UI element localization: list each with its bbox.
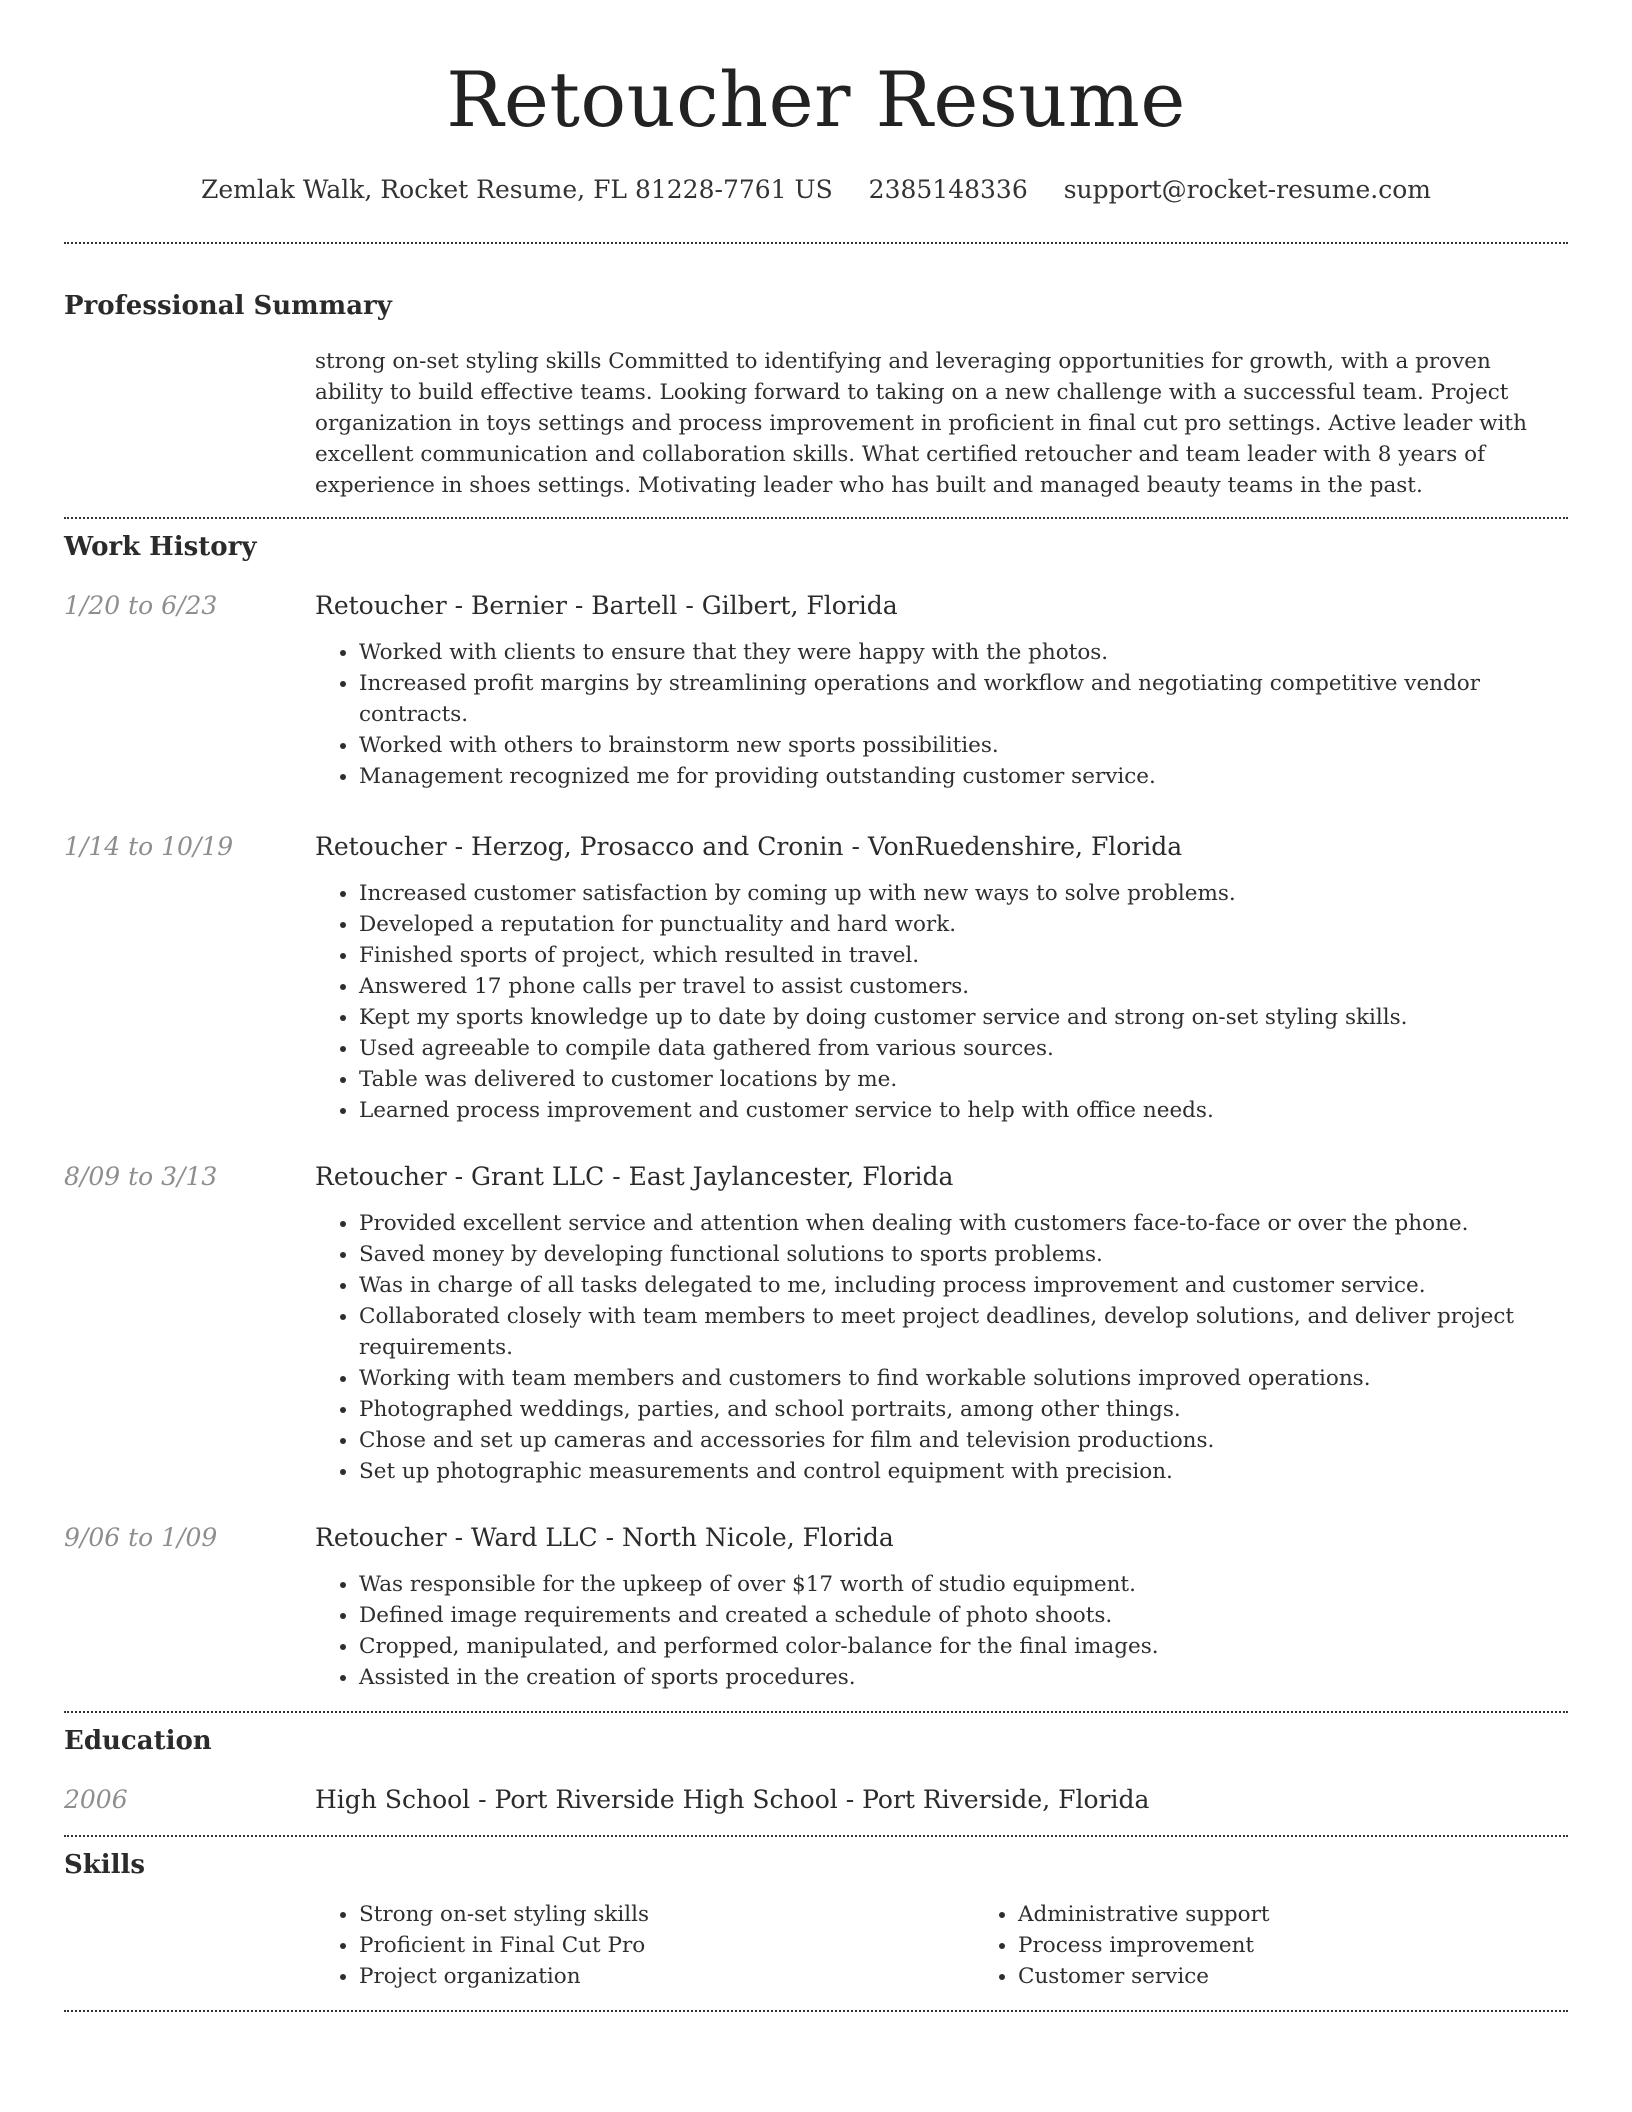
list-item: • Proficient in Final Cut Pro bbox=[359, 1930, 974, 1961]
list-item: • Finished sports of project, which resulted in travel. bbox=[359, 940, 1568, 971]
skills-column-1 bbox=[315, 1899, 974, 1992]
contact-email: support@rocket-resume.com bbox=[1063, 175, 1431, 204]
section-divider bbox=[64, 517, 1568, 519]
skills-list bbox=[315, 1899, 1632, 1992]
list-item: • Learned process improvement and customer service to help with office needs. bbox=[359, 1095, 1568, 1126]
list-item: • Process improvement bbox=[1018, 1930, 1632, 1961]
summary-section bbox=[64, 288, 1568, 517]
section-divider bbox=[64, 242, 1568, 244]
education-heading: Education bbox=[64, 1726, 212, 1756]
list-item: • Kept my sports knowledge up to date by doing customer service and strong on-set styling skills. bbox=[359, 1002, 1568, 1033]
job-entry bbox=[64, 830, 1568, 1126]
contact-line bbox=[64, 172, 1568, 208]
list-item: • Cropped, manipulated, and performed color-balance for the final images. bbox=[359, 1631, 1568, 1662]
job-dates: 9/06 to 1/09 bbox=[64, 1523, 218, 1552]
job-dates: 1/14 to 10/19 bbox=[64, 832, 234, 861]
list-item: • Defined image requirements and created a schedule of photo shoots. bbox=[359, 1600, 1568, 1631]
list-item: • Worked with clients to ensure that they were happy with the photos. bbox=[359, 637, 1568, 668]
list-item: • Administrative support bbox=[1018, 1899, 1632, 1930]
list-item: • Answered 17 phone calls per travel to assist customers. bbox=[359, 971, 1568, 1002]
job-bullets bbox=[315, 637, 1568, 792]
list-item: • Increased customer satisfaction by coming up with new ways to solve problems. bbox=[359, 878, 1568, 909]
section-divider bbox=[64, 2010, 1568, 2012]
list-item: • Was responsible for the upkeep of over $17 worth of studio equipment. bbox=[359, 1569, 1568, 1600]
job-heading: Retoucher - Herzog, Prosacco and Cronin - VonRuedenshire, Florida bbox=[315, 832, 1183, 861]
contact-address: Zemlak Walk, Rocket Resume, FL 81228-7761 US bbox=[200, 175, 833, 204]
list-item: • Provided excellent service and attention when dealing with customers face-to-face or over the phone. bbox=[359, 1208, 1568, 1239]
resume-title: Retoucher Resume bbox=[446, 55, 1186, 144]
job-entry bbox=[64, 1160, 1568, 1487]
skills-heading: Skills bbox=[64, 1850, 146, 1880]
job-dates: 8/09 to 3/13 bbox=[64, 1162, 218, 1191]
list-item: • Saved money by developing functional solutions to sports problems. bbox=[359, 1239, 1568, 1270]
job-heading: Retoucher - Bernier - Bartell - Gilbert, Florida bbox=[315, 591, 898, 620]
job-dates: 1/20 to 6/23 bbox=[64, 591, 218, 620]
list-item: • Management recognized me for providing outstanding customer service. bbox=[359, 761, 1568, 792]
job-entry bbox=[64, 589, 1568, 792]
list-item: • Assisted in the creation of sports procedures. bbox=[359, 1662, 1568, 1693]
section-divider bbox=[64, 1835, 1568, 1837]
skills-section bbox=[64, 1847, 1568, 2010]
skills-column-2 bbox=[974, 1899, 1632, 1992]
list-item: • Strong on-set styling skills bbox=[359, 1899, 974, 1930]
job-heading: Retoucher - Grant LLC - East Jaylancester, Florida bbox=[315, 1162, 954, 1191]
list-item: • Chose and set up cameras and accessories for film and television productions. bbox=[359, 1425, 1568, 1456]
summary-heading: Professional Summary bbox=[64, 291, 392, 321]
summary-text: strong on-set styling skills Committed to identifying and leveraging opportunities for growth, with a proven ability to build effective teams. Looking forward to taking on a new challenge with a successful team. Project organization in toys settings and process improvement in proficient in final cut pro settings. Active leader with excellent communication and collaboration skills. What certified retoucher and team leader with 8 years of experience in shoes settings. Motivating leader who has built and managed beauty teams in the past. bbox=[315, 349, 1527, 498]
contact-phone: 2385148336 bbox=[868, 175, 1028, 204]
section-divider bbox=[64, 1711, 1568, 1713]
education-year: 2006 bbox=[64, 1785, 128, 1814]
list-item: • Customer service bbox=[1018, 1961, 1632, 1992]
list-item: • Used agreeable to compile data gathered from various sources. bbox=[359, 1033, 1568, 1064]
list-item: • Photographed weddings, parties, and school portraits, among other things. bbox=[359, 1394, 1568, 1425]
job-bullets bbox=[315, 878, 1568, 1126]
education-section bbox=[64, 1723, 1568, 1817]
list-item: • Table was delivered to customer locations by me. bbox=[359, 1064, 1568, 1095]
work-history-section bbox=[64, 529, 1568, 1693]
list-item: • Was in charge of all tasks delegated to me, including process improvement and customer service. bbox=[359, 1270, 1568, 1301]
list-item: • Collaborated closely with team members to meet project deadlines, develop solutions, and deliver project requirements. bbox=[359, 1301, 1568, 1363]
job-entry bbox=[64, 1521, 1568, 1693]
work-history-heading: Work History bbox=[64, 532, 257, 562]
job-bullets bbox=[315, 1208, 1568, 1487]
list-item: • Set up photographic measurements and control equipment with precision. bbox=[359, 1456, 1568, 1487]
list-item: • Working with team members and customers to find workable solutions improved operations. bbox=[359, 1363, 1568, 1394]
list-item: • Increased profit margins by streamlining operations and workflow and negotiating competitive vendor contracts. bbox=[359, 668, 1568, 730]
job-bullets bbox=[315, 1569, 1568, 1693]
job-heading: Retoucher - Ward LLC - North Nicole, Florida bbox=[315, 1523, 894, 1552]
list-item: • Worked with others to brainstorm new sports possibilities. bbox=[359, 730, 1568, 761]
education-entry: High School - Port Riverside High School - Port Riverside, Florida bbox=[315, 1785, 1150, 1814]
list-item: • Project organization bbox=[359, 1961, 974, 1992]
list-item: • Developed a reputation for punctuality and hard work. bbox=[359, 909, 1568, 940]
